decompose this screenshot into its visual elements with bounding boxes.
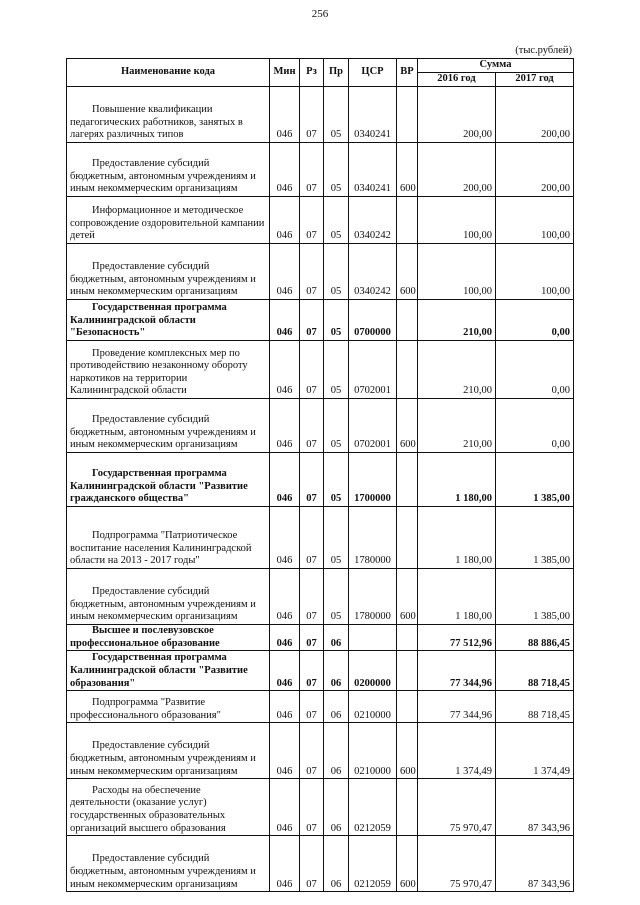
cell-vr: 600 [397, 723, 418, 779]
cell-vr: 600 [397, 569, 418, 625]
cell-pr: 05 [324, 300, 349, 341]
cell-v2017: 87 343,96 [496, 779, 574, 836]
table-row [67, 87, 574, 143]
budget-table [66, 58, 574, 892]
row-name-lead: Государственная программа [92, 468, 227, 480]
row-name [67, 779, 270, 836]
cell-csr: 0700000 [349, 300, 397, 341]
cell-min: 046 [270, 625, 300, 651]
cell-vr [397, 651, 418, 691]
row-name-lead: Подпрограмма "Патриотическое [92, 530, 238, 542]
cell-csr: 0200000 [349, 651, 397, 691]
row-name-lead: Государственная программа [92, 652, 227, 664]
table-row [67, 569, 574, 625]
row-name [67, 143, 270, 197]
cell-min: 046 [270, 87, 300, 143]
header-min: Мин [270, 59, 300, 87]
cell-rz: 07 [300, 691, 324, 723]
table-row [67, 625, 574, 651]
row-name-lead: Предоставление субсидий [92, 853, 210, 865]
header-2016: 2016 год [418, 73, 496, 87]
cell-csr: 1780000 [349, 569, 397, 625]
table-body [67, 87, 574, 892]
table-row [67, 779, 574, 836]
row-name [67, 691, 270, 723]
table-row [67, 197, 574, 244]
cell-v2016: 100,00 [418, 197, 496, 244]
cell-rz: 07 [300, 779, 324, 836]
row-name-lead: Предоставление субсидий [92, 740, 210, 752]
table-row [67, 836, 574, 892]
cell-csr: 0702001 [349, 341, 397, 399]
cell-vr: 600 [397, 244, 418, 300]
cell-csr: 0210000 [349, 723, 397, 779]
row-name [67, 244, 270, 300]
cell-v2016: 1 180,00 [418, 507, 496, 569]
cell-rz: 07 [300, 244, 324, 300]
cell-pr: 06 [324, 625, 349, 651]
row-name-rest: бюджетным, автономным учреждениям и иным некоммерческим организациям [70, 273, 256, 298]
row-name-rest: воспитание населения Калининградской области на 2013 - 2017 годы" [70, 542, 252, 567]
cell-rz: 07 [300, 143, 324, 197]
cell-pr: 05 [324, 569, 349, 625]
row-name-rest: бюджетным, автономным учреждениям и иным некоммерческим организациям [70, 426, 256, 451]
cell-v2016: 1 180,00 [418, 453, 496, 507]
cell-csr: 0210000 [349, 691, 397, 723]
cell-min: 046 [270, 507, 300, 569]
cell-pr: 06 [324, 836, 349, 892]
cell-vr [397, 87, 418, 143]
table-row [67, 341, 574, 399]
row-name-lead: Предоставление субсидий [92, 158, 210, 170]
cell-v2016: 1 180,00 [418, 569, 496, 625]
row-name-lead: Повышение квалификации [92, 104, 213, 116]
cell-rz: 07 [300, 651, 324, 691]
row-name-rest: бюджетным, автономным учреждениям и иным некоммерческим организациям [70, 170, 256, 195]
table-row [67, 244, 574, 300]
cell-v2017: 0,00 [496, 300, 574, 341]
row-name-rest: бюджетным, автономным учреждениям и иным некоммерческим организациям [70, 753, 256, 777]
cell-csr: 0212059 [349, 779, 397, 836]
cell-csr: 1780000 [349, 507, 397, 569]
cell-min: 046 [270, 691, 300, 723]
row-name [67, 300, 270, 341]
header-name: Наименование кода [67, 59, 270, 87]
row-name-rest: сопровождение оздоровительной кампании детей [70, 217, 265, 242]
cell-v2017: 100,00 [496, 197, 574, 244]
cell-v2016: 200,00 [418, 87, 496, 143]
cell-csr: 1700000 [349, 453, 397, 507]
cell-min: 046 [270, 651, 300, 691]
table-header [67, 59, 574, 87]
cell-pr: 05 [324, 453, 349, 507]
row-name [67, 651, 270, 691]
row-name-lead: Информационное и методическое [92, 205, 244, 217]
cell-min: 046 [270, 244, 300, 300]
row-name-rest: педагогических работников, занятых в лагерях различных типов [70, 116, 243, 141]
row-name [67, 341, 270, 399]
cell-vr [397, 453, 418, 507]
row-name-rest: профессиональное образование [70, 637, 220, 649]
cell-v2016: 77 512,96 [418, 625, 496, 651]
row-name [67, 399, 270, 453]
table-row [67, 507, 574, 569]
row-name [67, 625, 270, 651]
table-row [67, 691, 574, 723]
cell-rz: 07 [300, 569, 324, 625]
cell-pr: 06 [324, 651, 349, 691]
cell-v2016: 210,00 [418, 300, 496, 341]
row-name-lead: Подпрограмма "Развитие [92, 697, 206, 708]
cell-v2017: 200,00 [496, 87, 574, 143]
cell-csr: 0702001 [349, 399, 397, 453]
cell-min: 046 [270, 569, 300, 625]
row-name [67, 197, 270, 244]
cell-v2017: 1 385,00 [496, 569, 574, 625]
header-rz: Рз [300, 59, 324, 87]
table-row [67, 453, 574, 507]
cell-csr: 0340242 [349, 244, 397, 300]
cell-rz: 07 [300, 87, 324, 143]
cell-csr: 0340241 [349, 87, 397, 143]
cell-pr: 05 [324, 197, 349, 244]
cell-rz: 07 [300, 836, 324, 892]
cell-pr: 06 [324, 723, 349, 779]
cell-min: 046 [270, 341, 300, 399]
cell-rz: 07 [300, 453, 324, 507]
cell-vr: 600 [397, 399, 418, 453]
cell-v2016: 200,00 [418, 143, 496, 197]
cell-pr: 05 [324, 87, 349, 143]
table-row [67, 143, 574, 197]
cell-rz: 07 [300, 197, 324, 244]
row-name-lead: Государственная программа [92, 302, 227, 314]
cell-min: 046 [270, 453, 300, 507]
cell-v2017: 1 385,00 [496, 507, 574, 569]
cell-vr [397, 507, 418, 569]
cell-min: 046 [270, 399, 300, 453]
cell-vr [397, 779, 418, 836]
cell-v2017: 0,00 [496, 399, 574, 453]
table-row [67, 651, 574, 691]
cell-rz: 07 [300, 300, 324, 341]
header-vr: ВР [397, 59, 418, 87]
cell-vr: 600 [397, 143, 418, 197]
cell-pr: 05 [324, 244, 349, 300]
header-pr: Пр [324, 59, 349, 87]
table-row [67, 723, 574, 779]
cell-pr: 05 [324, 507, 349, 569]
row-name-rest: Калининградской области "Развитие образования" [70, 665, 248, 689]
row-name-lead: Предоставление субсидий [92, 414, 210, 426]
row-name-lead: Предоставление субсидий [92, 261, 210, 273]
cell-v2017: 100,00 [496, 244, 574, 300]
cell-v2016: 77 344,96 [418, 651, 496, 691]
cell-v2017: 0,00 [496, 341, 574, 399]
header-2017: 2017 год [496, 73, 574, 87]
header-csr: ЦСР [349, 59, 397, 87]
row-name-lead: Высшее и послевузовское [92, 625, 214, 636]
cell-vr [397, 625, 418, 651]
cell-min: 046 [270, 300, 300, 341]
cell-min: 046 [270, 723, 300, 779]
row-name-rest: Калининградской области "Развитие гражданского общества" [70, 480, 248, 505]
row-name [67, 453, 270, 507]
row-name [67, 723, 270, 779]
cell-v2016: 75 970,47 [418, 836, 496, 892]
row-name [67, 507, 270, 569]
row-name-rest: бюджетным, автономным учреждениям и иным некоммерческим организациям [70, 598, 256, 623]
cell-rz: 07 [300, 507, 324, 569]
cell-v2017: 1 374,49 [496, 723, 574, 779]
cell-vr [397, 691, 418, 723]
cell-min: 046 [270, 779, 300, 836]
cell-pr: 05 [324, 341, 349, 399]
row-name [67, 87, 270, 143]
cell-rz: 07 [300, 341, 324, 399]
cell-rz: 07 [300, 625, 324, 651]
cell-v2017: 1 385,00 [496, 453, 574, 507]
cell-csr: 0212059 [349, 836, 397, 892]
cell-min: 046 [270, 836, 300, 892]
cell-v2016: 1 374,49 [418, 723, 496, 779]
cell-v2016: 100,00 [418, 244, 496, 300]
row-name-rest: бюджетным, автономным учреждениям и иным некоммерческим организациям [70, 866, 256, 890]
cell-v2017: 88 718,45 [496, 651, 574, 691]
row-name-rest: профессионального образования" [70, 709, 221, 721]
cell-pr: 05 [324, 399, 349, 453]
cell-csr: 0340241 [349, 143, 397, 197]
cell-v2017: 200,00 [496, 143, 574, 197]
table-row [67, 300, 574, 341]
page-number: 256 [311, 8, 329, 20]
row-name [67, 569, 270, 625]
cell-csr [349, 625, 397, 651]
row-name-rest: Калининградской области "Безопасность" [70, 314, 196, 339]
cell-v2016: 77 344,96 [418, 691, 496, 723]
header-sum: Сумма [418, 59, 574, 73]
row-name-lead: Расходы на обеспечение [92, 784, 201, 796]
cell-csr: 0340242 [349, 197, 397, 244]
cell-v2017: 87 343,96 [496, 836, 574, 892]
cell-pr: 06 [324, 691, 349, 723]
unit-note: (тыс.рублей) [515, 45, 572, 56]
cell-v2016: 210,00 [418, 341, 496, 399]
cell-pr: 06 [324, 779, 349, 836]
table-row [67, 399, 574, 453]
cell-min: 046 [270, 143, 300, 197]
cell-v2016: 210,00 [418, 399, 496, 453]
cell-v2017: 88 718,45 [496, 691, 574, 723]
cell-min: 046 [270, 197, 300, 244]
cell-v2016: 75 970,47 [418, 779, 496, 836]
row-name-rest: противодействию незаконному обороту наркотиков на территории Калининградской области [70, 360, 248, 397]
row-name-lead: Предоставление субсидий [92, 586, 210, 598]
cell-vr [397, 341, 418, 399]
cell-pr: 05 [324, 143, 349, 197]
row-name-lead: Проведение комплексных мер по [92, 347, 240, 359]
row-name-rest: деятельности (оказание услуг) государственных образовательных организаций высшего образования [70, 797, 226, 834]
cell-vr [397, 197, 418, 244]
cell-vr: 600 [397, 836, 418, 892]
cell-v2017: 88 886,45 [496, 625, 574, 651]
cell-rz: 07 [300, 723, 324, 779]
cell-rz: 07 [300, 399, 324, 453]
cell-vr [397, 300, 418, 341]
row-name [67, 836, 270, 892]
